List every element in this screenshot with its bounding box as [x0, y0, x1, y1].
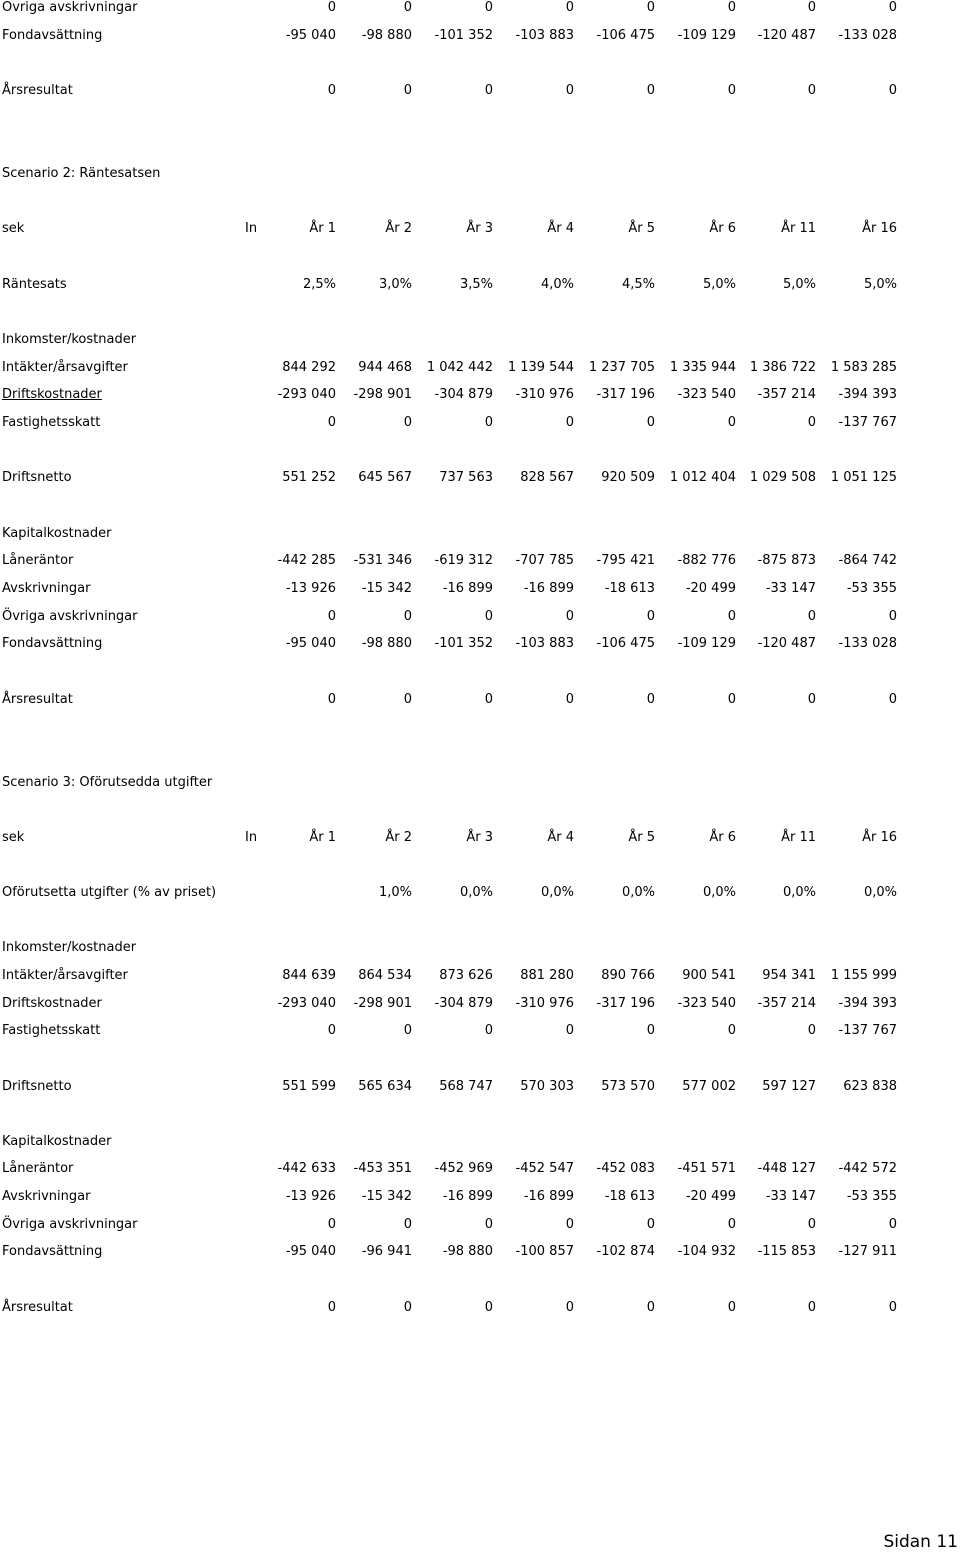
table-row [0, 551, 960, 571]
cell-value: -451 571 [677, 1161, 736, 1176]
cell-value: 1 583 285 [830, 360, 897, 375]
row-label: Räntesats [2, 277, 67, 292]
cell-value: 0 [484, 692, 493, 707]
cell-value: 0 [565, 415, 574, 430]
cell-value: 0 [403, 609, 412, 624]
table-row [0, 607, 960, 627]
cell-value: -95 040 [285, 28, 336, 43]
cell-value: -16 899 [442, 581, 493, 596]
row-label: Årsresultat [2, 83, 73, 98]
cell-value: 0 [327, 1217, 336, 1232]
header-in: In [245, 221, 258, 236]
cell-value: -323 540 [677, 387, 736, 402]
table-row [0, 1215, 960, 1235]
cell-value: -109 129 [677, 636, 736, 651]
cell-value: 0 [646, 692, 655, 707]
cell-value: 551 599 [282, 1079, 336, 1094]
table-row [0, 994, 960, 1014]
cell-value: 0 [327, 1023, 336, 1038]
cell-value: 0 [565, 83, 574, 98]
cell-value: 0 [727, 1023, 736, 1038]
cell-value: 0 [403, 692, 412, 707]
cell-value: 0 [403, 415, 412, 430]
cell-value: -106 475 [596, 636, 655, 651]
cell-value: 0,0% [863, 885, 897, 900]
section-heading-row [0, 330, 960, 350]
cell-value: -304 879 [434, 996, 493, 1011]
cell-value: -707 785 [515, 553, 574, 568]
row-label: Oförutsetta utgifter (% av priset) [2, 885, 217, 900]
header-year: År 3 [466, 221, 493, 236]
row-label: Fastighetsskatt [2, 415, 101, 430]
cell-value: 944 468 [358, 360, 412, 375]
cell-value: 570 303 [520, 1079, 574, 1094]
cell-value: 0,0% [702, 885, 736, 900]
cell-value: 0 [484, 1217, 493, 1232]
cell-value: 864 534 [358, 968, 412, 983]
cell-value: 0 [646, 83, 655, 98]
cell-value: 0 [888, 692, 897, 707]
cell-value: 0,0% [459, 885, 493, 900]
cell-value: 3,0% [378, 277, 412, 292]
cell-value: -442 633 [277, 1161, 336, 1176]
table-row [0, 1159, 960, 1179]
table-row [0, 358, 960, 378]
cell-value: 0 [565, 692, 574, 707]
cell-value: -317 196 [596, 387, 655, 402]
section-heading-row [0, 1132, 960, 1152]
header-year: År 6 [709, 221, 736, 236]
cell-value: -95 040 [285, 1244, 336, 1259]
cell-value: 645 567 [358, 470, 412, 485]
cell-value: 3,5% [459, 277, 493, 292]
cell-value: -96 941 [361, 1244, 412, 1259]
cell-value: 0 [807, 1023, 816, 1038]
cell-value: 0 [888, 0, 897, 15]
cell-value: 551 252 [282, 470, 336, 485]
cell-value: 1,0% [378, 885, 412, 900]
cell-value: 890 766 [601, 968, 655, 983]
cell-value: 5,0% [782, 277, 816, 292]
cell-value: -323 540 [677, 996, 736, 1011]
cell-value: -452 969 [434, 1161, 493, 1176]
header-year: År 11 [781, 830, 816, 845]
cell-value: 0 [327, 0, 336, 15]
cell-value: -357 214 [757, 996, 816, 1011]
cell-value: 5,0% [702, 277, 736, 292]
row-label: Övriga avskrivningar [2, 609, 138, 624]
cell-value: 0,0% [621, 885, 655, 900]
table-row [0, 1187, 960, 1207]
cell-value: 0 [646, 415, 655, 430]
cell-value: -442 285 [277, 553, 336, 568]
row-label: Övriga avskrivningar [2, 0, 138, 15]
cell-value: -448 127 [757, 1161, 816, 1176]
cell-value: 0,0% [782, 885, 816, 900]
cell-value: -109 129 [677, 28, 736, 43]
cell-value: 1 155 999 [830, 968, 897, 983]
header-year: År 5 [628, 830, 655, 845]
cell-value: -106 475 [596, 28, 655, 43]
cell-value: -53 355 [846, 581, 897, 596]
cell-value: -795 421 [596, 553, 655, 568]
cell-value: 0 [403, 1300, 412, 1315]
cell-value: 0 [646, 0, 655, 15]
cell-value: 881 280 [520, 968, 574, 983]
cell-value: 0 [327, 692, 336, 707]
row-label: Driftsnetto [2, 1079, 72, 1094]
cell-value: -293 040 [277, 996, 336, 1011]
cell-value: -137 767 [838, 1023, 897, 1038]
cell-value: -13 926 [285, 581, 336, 596]
cell-value: 0 [646, 1023, 655, 1038]
cell-value: 0 [484, 609, 493, 624]
cell-value: -16 899 [523, 581, 574, 596]
cell-value: -103 883 [515, 28, 574, 43]
table-row [0, 966, 960, 986]
header-year: År 4 [547, 830, 574, 845]
cell-value: -531 346 [353, 553, 412, 568]
cell-value: -53 355 [846, 1189, 897, 1204]
cell-value: 0 [727, 692, 736, 707]
cell-value: 0,0% [540, 885, 574, 900]
cell-value: -98 880 [361, 636, 412, 651]
cell-value: -864 742 [838, 553, 897, 568]
header-label: sek [2, 221, 25, 236]
cell-value: 0 [484, 1300, 493, 1315]
cell-value: 873 626 [439, 968, 493, 983]
cell-value: -298 901 [353, 996, 412, 1011]
cell-value: -100 857 [515, 1244, 574, 1259]
cell-value: 568 747 [439, 1079, 493, 1094]
table-row [0, 1021, 960, 1041]
header-year: År 3 [466, 830, 493, 845]
row-label: Avskrivningar [2, 581, 91, 596]
row-label: Låneräntor [2, 1161, 74, 1176]
cell-value: 1 386 722 [749, 360, 816, 375]
header-year: År 1 [309, 830, 336, 845]
cell-value: 844 292 [282, 360, 336, 375]
table-row [0, 0, 960, 18]
row-label: Fastighetsskatt [2, 1023, 101, 1038]
cell-value: -293 040 [277, 387, 336, 402]
cell-value: -452 547 [515, 1161, 574, 1176]
cell-value: 0 [327, 609, 336, 624]
row-label: Fondavsättning [2, 636, 103, 651]
cell-value: -137 767 [838, 415, 897, 430]
row-label: Låneräntor [2, 553, 74, 568]
cell-value: 0 [484, 83, 493, 98]
cell-value: -98 880 [361, 28, 412, 43]
row-label: Driftsnetto [2, 470, 72, 485]
cell-value: -33 147 [765, 581, 816, 596]
cell-value: -20 499 [685, 581, 736, 596]
cell-value: -102 874 [596, 1244, 655, 1259]
row-label: Årsresultat [2, 1300, 73, 1315]
cell-value: 0 [646, 1300, 655, 1315]
cell-value: -101 352 [434, 636, 493, 651]
cell-value: 0 [807, 415, 816, 430]
header-year: År 4 [547, 221, 574, 236]
section-heading: Kapitalkostnader [2, 1134, 112, 1149]
cell-value: 0 [807, 692, 816, 707]
cell-value: 0 [327, 83, 336, 98]
cell-value: 0 [565, 1217, 574, 1232]
cell-value: -357 214 [757, 387, 816, 402]
cell-value: 954 341 [762, 968, 816, 983]
cell-value: 0 [403, 1023, 412, 1038]
result-row [0, 690, 960, 710]
unforeseen-row [0, 883, 960, 903]
cell-value: -619 312 [434, 553, 493, 568]
cell-value: -394 393 [838, 387, 897, 402]
cell-value: 5,0% [863, 277, 897, 292]
cell-value: 0 [888, 83, 897, 98]
scenario-title-row [0, 164, 960, 184]
cell-value: 0 [727, 415, 736, 430]
cell-value: -18 613 [604, 1189, 655, 1204]
cell-value: 737 563 [439, 470, 493, 485]
cell-value: -442 572 [838, 1161, 897, 1176]
row-label: Intäkter/årsavgifter [2, 968, 128, 983]
result-row [0, 81, 960, 101]
cell-value: 0 [727, 1300, 736, 1315]
cell-value: 0 [888, 1217, 897, 1232]
header-year: År 2 [385, 830, 412, 845]
cell-value: 1 051 125 [830, 470, 897, 485]
cell-value: 0 [727, 0, 736, 15]
cell-value: 2,5% [302, 277, 336, 292]
table-row [0, 579, 960, 599]
row-label: Fondavsättning [2, 1244, 103, 1259]
cell-value: -16 899 [523, 1189, 574, 1204]
cell-value: 0 [565, 1023, 574, 1038]
cell-value: -882 776 [677, 553, 736, 568]
cell-value: 0 [727, 83, 736, 98]
net-row [0, 1077, 960, 1097]
cell-value: -298 901 [353, 387, 412, 402]
cell-value: -33 147 [765, 1189, 816, 1204]
row-label: Fondavsättning [2, 28, 103, 43]
cell-value: -875 873 [757, 553, 816, 568]
scenario-title-row [0, 773, 960, 793]
cell-value: 1 237 705 [588, 360, 655, 375]
rate-row [0, 275, 960, 295]
column-header-row [0, 219, 960, 239]
cell-value: 1 012 404 [669, 470, 736, 485]
cell-value: 4,5% [621, 277, 655, 292]
section-heading-row [0, 938, 960, 958]
cell-value: 0 [727, 609, 736, 624]
cell-value: 0 [807, 83, 816, 98]
cell-value: 0 [646, 609, 655, 624]
cell-value: 577 002 [682, 1079, 736, 1094]
cell-value: 1 139 544 [507, 360, 574, 375]
row-label: Intäkter/årsavgifter [2, 360, 128, 375]
table-row [0, 1242, 960, 1262]
section-heading: Kapitalkostnader [2, 526, 112, 541]
cell-value: 828 567 [520, 470, 574, 485]
cell-value: -304 879 [434, 387, 493, 402]
header-year: År 16 [862, 221, 897, 236]
cell-value: -115 853 [757, 1244, 816, 1259]
header-label: sek [2, 830, 25, 845]
cell-value: -101 352 [434, 28, 493, 43]
cell-value: -15 342 [361, 581, 412, 596]
scenario-title: Scenario 3: Oförutsedda utgifter [2, 775, 213, 790]
cell-value: 0 [646, 1217, 655, 1232]
table-row [0, 634, 960, 654]
row-label: Driftskostnader [2, 996, 102, 1011]
header-year: År 5 [628, 221, 655, 236]
cell-value: 565 634 [358, 1079, 412, 1094]
cell-value: 844 639 [282, 968, 336, 983]
cell-value: -20 499 [685, 1189, 736, 1204]
cell-value: 0 [484, 0, 493, 15]
row-label: Årsresultat [2, 692, 73, 707]
cell-value: 0 [565, 609, 574, 624]
cell-value: 0 [888, 609, 897, 624]
cell-value: 0 [807, 1300, 816, 1315]
row-label: Övriga avskrivningar [2, 1217, 138, 1232]
cell-value: 0 [484, 1023, 493, 1038]
cell-value: 0 [807, 1217, 816, 1232]
page-number: Sidan 11 [883, 1532, 958, 1552]
cell-value: 0 [327, 1300, 336, 1315]
cell-value: -120 487 [757, 28, 816, 43]
cell-value: 0 [484, 415, 493, 430]
column-header-row [0, 828, 960, 848]
cell-value: 1 335 944 [669, 360, 736, 375]
cell-value: -15 342 [361, 1189, 412, 1204]
row-label: Driftskostnader [2, 387, 102, 402]
cell-value: -133 028 [838, 28, 897, 43]
cell-value: 0 [807, 0, 816, 15]
header-year: År 6 [709, 830, 736, 845]
cell-value: -127 911 [838, 1244, 897, 1259]
cell-value: 0 [565, 0, 574, 15]
cell-value: 0 [888, 1300, 897, 1315]
cell-value: -453 351 [353, 1161, 412, 1176]
section-heading: Inkomster/kostnader [2, 332, 137, 347]
header-year: År 2 [385, 221, 412, 236]
cell-value: -133 028 [838, 636, 897, 651]
cell-value: 900 541 [682, 968, 736, 983]
cell-value: -317 196 [596, 996, 655, 1011]
table-row [0, 385, 960, 405]
cell-value: -394 393 [838, 996, 897, 1011]
cell-value: 4,0% [540, 277, 574, 292]
section-heading: Inkomster/kostnader [2, 940, 137, 955]
cell-value: -120 487 [757, 636, 816, 651]
cell-value: 0 [727, 1217, 736, 1232]
cell-value: -104 932 [677, 1244, 736, 1259]
cell-value: 920 509 [601, 470, 655, 485]
header-year: År 11 [781, 221, 816, 236]
cell-value: 0 [403, 0, 412, 15]
row-label: Avskrivningar [2, 1189, 91, 1204]
cell-value: 1 029 508 [749, 470, 816, 485]
cell-value: 623 838 [843, 1079, 897, 1094]
cell-value: -310 976 [515, 387, 574, 402]
cell-value: 0 [807, 609, 816, 624]
cell-value: -18 613 [604, 581, 655, 596]
cell-value: -310 976 [515, 996, 574, 1011]
header-year: År 1 [309, 221, 336, 236]
cell-value: -452 083 [596, 1161, 655, 1176]
cell-value: 0 [327, 415, 336, 430]
header-year: År 16 [862, 830, 897, 845]
net-row [0, 468, 960, 488]
cell-value: 597 127 [762, 1079, 816, 1094]
cell-value: 573 570 [601, 1079, 655, 1094]
cell-value: -13 926 [285, 1189, 336, 1204]
cell-value: 0 [565, 1300, 574, 1315]
scenario-title: Scenario 2: Räntesatsen [2, 166, 161, 181]
cell-value: 0 [403, 83, 412, 98]
cell-value: -16 899 [442, 1189, 493, 1204]
cell-value: 0 [403, 1217, 412, 1232]
result-row [0, 1298, 960, 1318]
cell-value: 1 042 442 [426, 360, 493, 375]
cell-value: -95 040 [285, 636, 336, 651]
section-heading-row [0, 524, 960, 544]
cell-value: -103 883 [515, 636, 574, 651]
table-row [0, 413, 960, 433]
cell-value: -98 880 [442, 1244, 493, 1259]
table-row [0, 26, 960, 46]
header-in: In [245, 830, 258, 845]
